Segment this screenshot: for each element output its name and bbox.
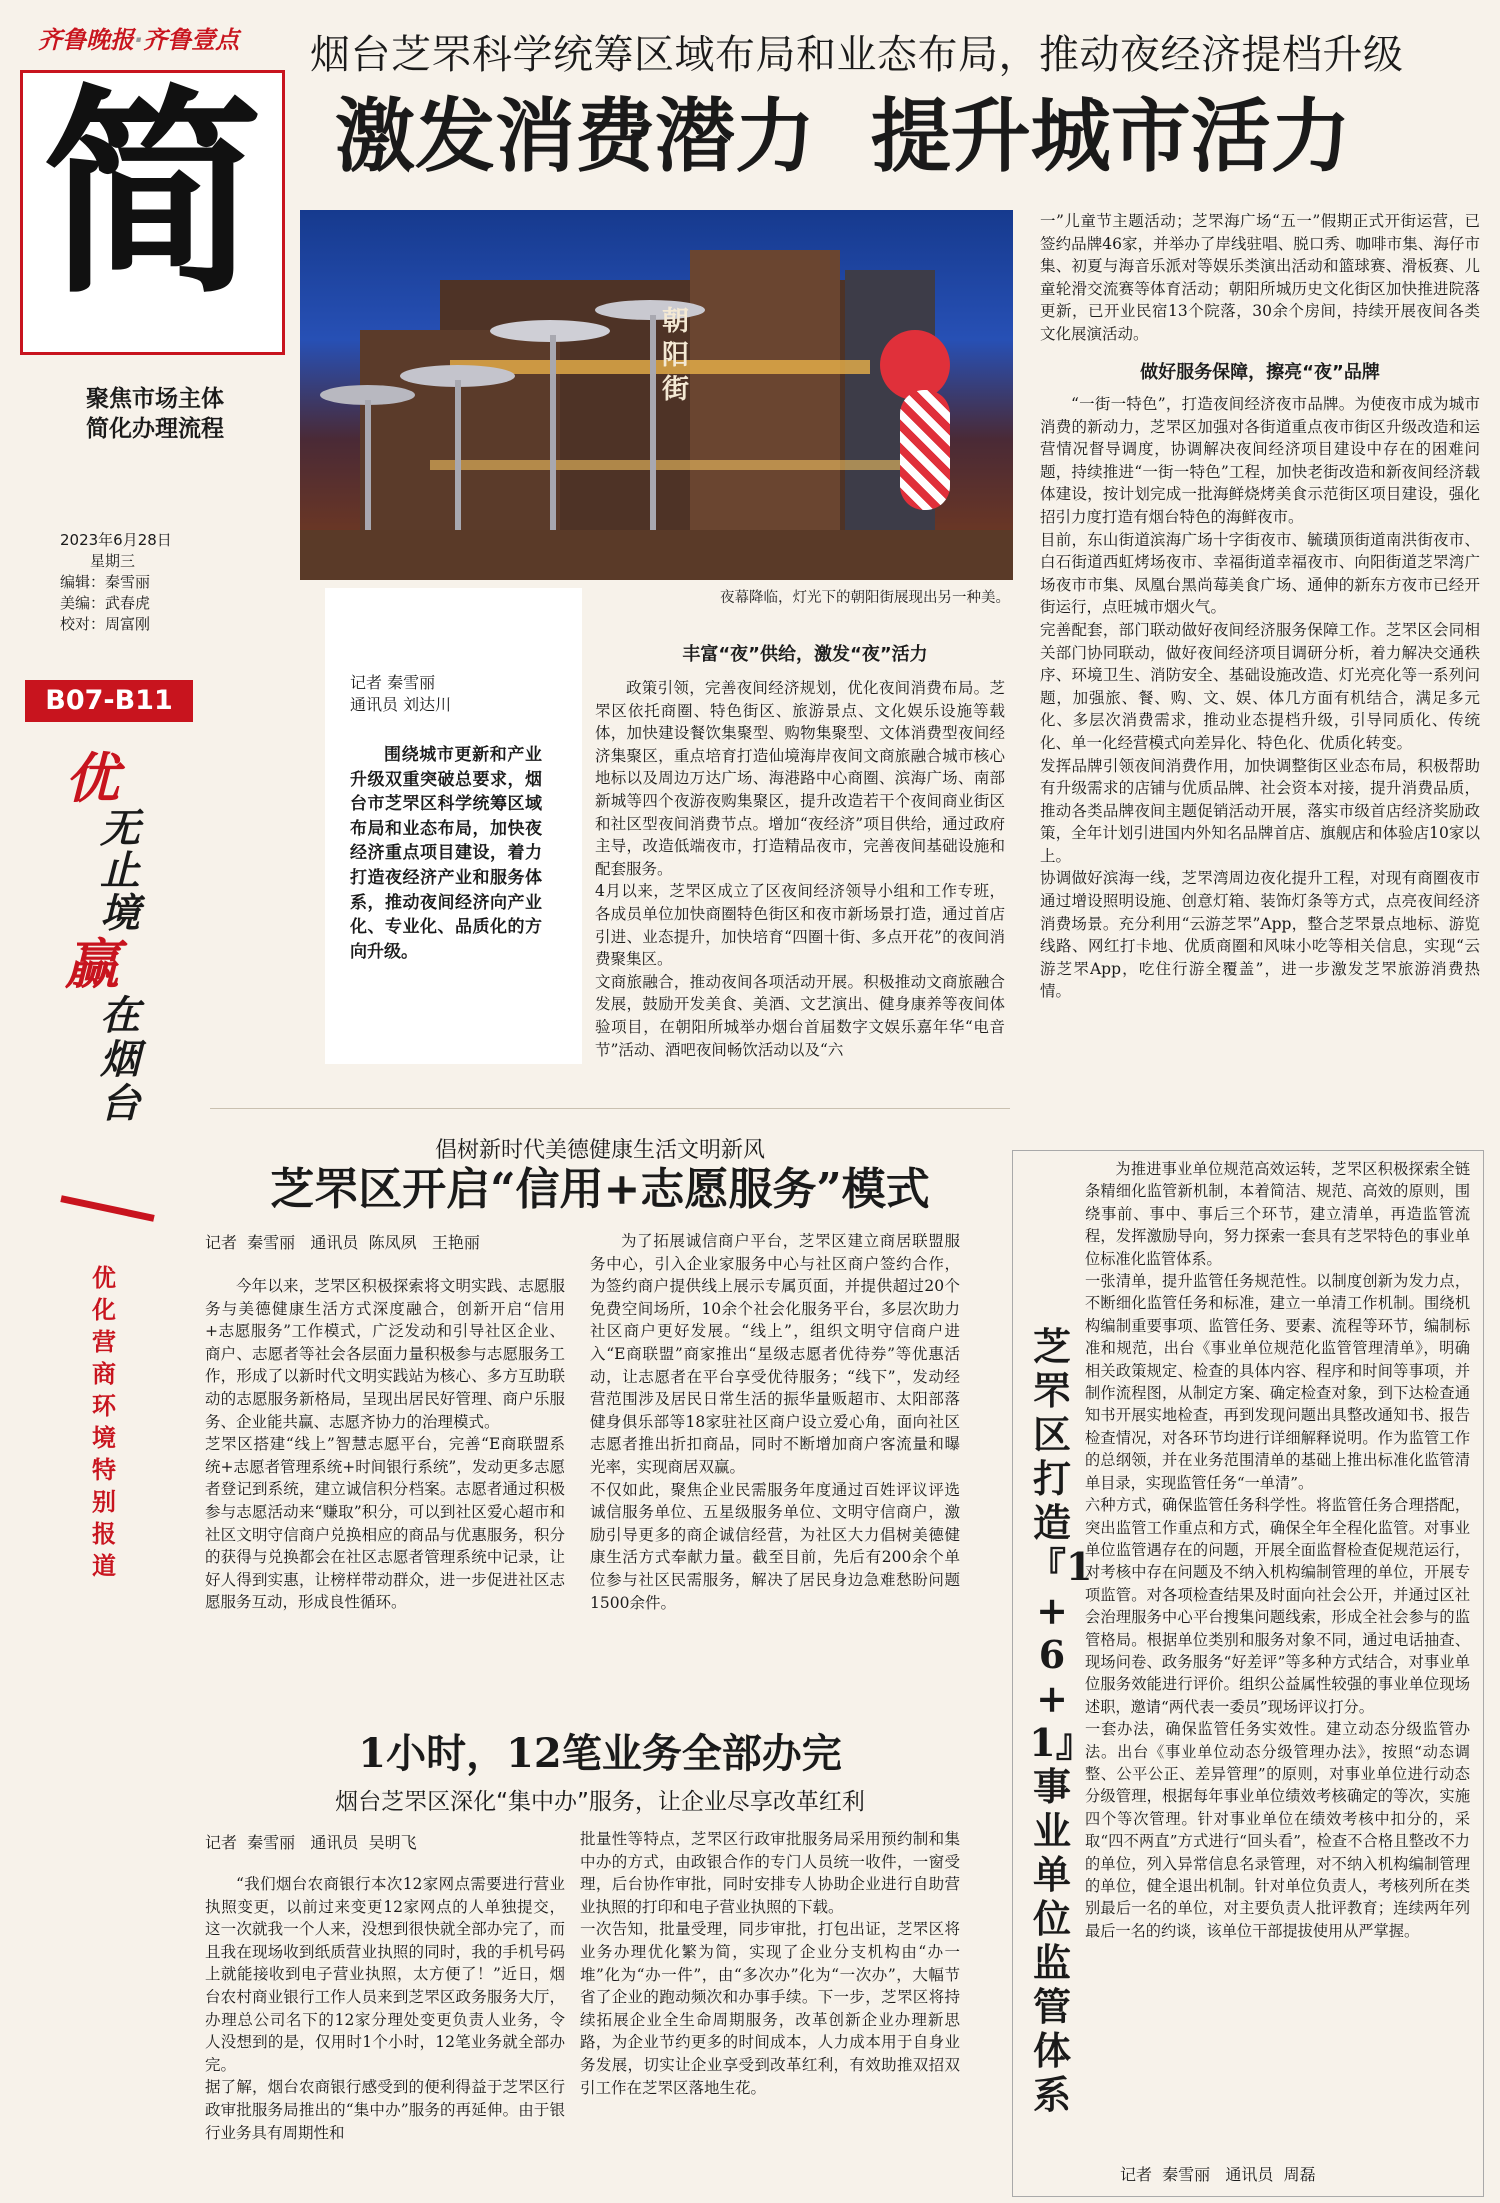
article1-kicker: 烟台芝罘科学统筹区域布局和业态布局，推动夜经济提档升级 — [310, 32, 1404, 78]
slogan-line-1: 聚焦市场主体 — [86, 385, 224, 412]
slogan-char-1: 优 — [65, 747, 119, 810]
article1-byline-reporter: 记者 秦雪丽 — [350, 673, 436, 692]
article1-lead: 围绕城市更新和产业升级双重突破总要求，烟台市芝罘区科学统筹区域布局和业态布局，加快夜经济重点项目建设，着力打造夜经济产业和服务体系，推动夜间经济向产业化、专业化、品质化的方向升级。 — [350, 745, 542, 962]
article3-kicker: 烟台芝罘区深化“集中办”服务，让企业尽享改革红利 — [335, 1789, 865, 1815]
paper-name: 齐鲁晚报 — [38, 26, 134, 54]
article1-col1-body: 政策引领，完善夜间经济规划，优化夜间消费布局。芝罘区依托商圈、特色街区、旅游景点、文化娱乐设施等载体，加快建设餐饮集聚型、购物集聚型、文体消费型夜间经济集聚区，重点培育打造仙境海岸夜间文商旅融合城市核心地标以及周边万达广场、海港路中心商圈、滨海广场、南部新城等四个夜游夜购集聚区，提升改造若干个夜间商业街区和社区型夜间消费节点。增加“夜经济”项目供给，通过政府主导，改造低端夜市，打造精品夜市，完善夜间基础设施和配套服务。 4月以来，芝罘区成立了区夜间经济领导小组和工作专班，各成员单位加快商圈特色街区和夜市新场景打造，通过首店引进、业态提升，加快培育“四圈十街、多点开花”的夜间消费聚集区。 文商旅融合，推动夜间各项活动开展。积极推动文商旅融合发展，鼓励开发美食、美酒、文艺演出、健身康养等夜间体验项目，在朝阳所城举办烟台首届数字文娱乐嘉年华“电音节”活动、酒吧夜间畅饮活动以及“六 — [595, 679, 1005, 1059]
issue-info — [60, 530, 172, 635]
section-divider — [210, 1108, 1010, 1109]
article1-byline — [350, 672, 570, 716]
editor-3: 校对：周富刚 — [60, 615, 151, 633]
article3-byline: 记者 秦雪丽 通讯员 吴明飞 — [205, 1833, 417, 1852]
slogan-char-7: 烟 — [100, 1037, 140, 1083]
article1-subhead-2: 做好服务保障，擦亮“夜”品牌 — [1140, 362, 1380, 383]
section-slogan — [55, 384, 255, 444]
app-name: 齐鲁壹点 — [143, 26, 240, 54]
editor-2: 美编：武春虎 — [60, 594, 151, 612]
slogan-char-2: 无 — [100, 806, 140, 852]
article2-col1-body: 今年以来，芝罘区积极探索将文明实践、志愿服务与美德健康生活方式深度融合，创新开启“信用+志愿服务”工作模式，广泛发动和引导社区企业、商户、志愿者等社会各层面力量积极参与志愿服务工作，形成了以新时代文明实践站为核心、多方互助联动的志愿服务新格局，呈现出居民好管理、商户乐服务、企业能共赢、志愿齐协力的治理模式。 芝罘区搭建“线上”智慧志愿平台，完善“E商联盟系统+志愿者管理系统+时间银行系统”，发动更多志愿者登记到系统，建立诚信积分档案。志愿者通过积极参与志愿活动来“赚取”积分，可以到社区爱心超市和社区文明守信商户兑换相应的商品与优惠服务，积分的获得与兑换都会在社区志愿者管理系统中记录，让好人得到实惠，让榜样带动群众，进一步促进社区志愿服务互动，形成良性循环。 — [205, 1277, 565, 1612]
article2-headline: 芝罘区开启“信用+志愿服务”模式 — [270, 1164, 930, 1215]
article3-col2-body: 批量性等特点，芝罘区行政审批服务局采用预约制和集中办的方式，由政银合作的专门人员统一收件，一窗受理，后台协作审批，同时安排专人协助企业进行自助营业执照的打印和电子营业执照的下载。 一次告知，批量受理，同步审批，打包出证，芝罘区将业务办理优化繁为简，实现了企业分支机构由“办一堆”化为“办一件”，由“多次办”化为“一次办”，大幅节省了企业的跑动频次和办事手续。下一步，芝罘区将持续拓展企业全生命周期服务，改革创新企业办理新思路，为企业节约更多的时间成本，人力成本用于自身业务发展，切实让企业享受到改革红利，有效助推双招双引工作在芝罘区落地生花。 — [580, 1830, 960, 2097]
slogan-char-4: 境 — [100, 891, 140, 937]
article1-subhead-1: 丰富“夜”供给，激发“夜”活力 — [682, 644, 928, 665]
slogan-line-2: 简化办理流程 — [86, 415, 224, 442]
slogan-char-3: 止 — [100, 848, 140, 894]
issue-weekday: 星期三 — [90, 552, 136, 570]
article1-headline: 激发消费潜力 提升城市活力 — [335, 89, 1351, 183]
special-report-divider — [60, 1195, 154, 1222]
article2-byline: 记者 秦雪丽 通讯员 陈凤夙 王艳丽 — [205, 1233, 480, 1252]
article1-col2-body: 一”儿童节主题活动；芝罘海广场“五一”假期正式开街运营，已签约品牌46家，并举办了岸线驻唱、脱口秀、咖啡市集、海仔市集、初夏与海音乐派对等娱乐类演出活动和篮球赛、滑板赛、儿童轮滑交流赛等体育活动；朝阳所城历史文化街区加快推进院落更新，已开业民宿13个院落，30余个房间，持续开展夜间各类文化展演活动。 — [1040, 212, 1480, 343]
slogan-char-8: 台 — [100, 1081, 140, 1127]
article1-col2b-body: “一街一特色”，打造夜间经济夜市品牌。为使夜市成为城市消费的新动力，芝罘区加强对各街道重点夜市街区升级改造和运营情况督导调度，协调解决夜间经济项目建设中存在的困难问题，持续推进“一街一特色”工程，加快老街改造和新夜间经济载体建设，按计划完成一批海鲜烧烤美食示范街区项目建设，强化招引力度打造有烟台特色的海鲜夜市。 目前，东山街道滨海广场十字街夜市、毓璜顶街道南洪街夜市、白石街道西虹烤场夜市、幸福街道幸福夜市、向阳街道芝罘湾广场夜市市集、凤凰台黑尚莓美食广场、通伸的新东方夜市已经开街运行，点旺城市烟火气。 完善配套，部门联动做好夜间经济服务保障工作。芝罘区会同相关部门协同联动，做好夜间经济项目调研分析，着力解决交通秩序、环境卫生、消防安全、基础设施改造、灯光亮化等一系列问题，加强旅、餐、购、文、娱、体几方面有机结合，满足多元化、多层次消费需求，推动业态提档升级，引导同质化、传统化、单一化经营模式向差异化、特色化、优质化转变。 发挥品牌引领夜间消费作用，加快调整街区业态布局，积极帮助有升级需求的店铺与优质品牌、社会资本对接，提升消费品质，推动各类品牌夜间主题促销活动开展，落实市级首店经济奖励政策，全年计划引进国内外知名品牌首店、旗舰店和体验店10家以上。 协调做好滨海一线，芝罘湾周边夜化提升工程，对现有商圈夜市通过增设照明设施、创意灯箱、装饰灯条等方式，点亮夜间经济消费场景。充分利用“云游芝罘”App，整合芝罘景点地标、游览线路、网红打卡地、优质商圈和风味小吃等相关信息，实现“云游芝罘App，吃住行游全覆盖”，进一步激发芝罘旅游消费热情。 — [1040, 395, 1480, 1001]
article4-body: 为推进事业单位规范高效运转，芝罘区积极探索全链条精细化监管新机制，本着简洁、规范、高效的原则，围绕事前、事中、事后三个环节，建立清单，再造监管流程，发挥激励导向，努力探索一套具有芝罘特色的事业单位标准化监管体系。 一张清单，提升监管任务规范性。以制度创新为发力点，不断细化监管任务和标准，建立一单清工作机制。围绕机构编制重要事项、监管任务、要素、流程等环节，编制标准和规范，出台《事业单位规范化监管管理清单》，明确相关政策规定、检查的具体内容、程序和时间等事项，并制作流程图，从制定方案、确定检查对象，到下达检查通知书开展实地检查，再到发现问题出具整改通知书、报告检查情况，对各环节均进行详细解释说明。作为监管工作的总纲领，并在业务范围清单的基础上推出标准化监管清单目录，实现监管任务“一单清”。 六种方式，确保监管任务科学性。将监管任务合理搭配，突出监管工作重点和方式，确保全年全程化监管。对事业单位监管遇存在的问题，开展全面监督检查促规范运行，对考核中存在问题及不纳入机构编制管理的单位，开展专项监管。对各项检查结果及时面向社会公开，并通过区社会治理服务中心平台搜集问题线索，形成全社会参与的监管格局。根据单位类别和服务对象不同，通过电话抽查、现场问卷、政务服务“好差评”等多种方式结合，对事业单位服务效能进行评价。组织公益属性较强的事业单位现场述职，邀请“两代表一委员”现场评议打分。 一套办法，确保监管任务实效性。建立动态分级监管办法。出台《事业单位动态分级管理办法》，按照“动态调整、公平公正、差异管理”的原则，对事业单位进行动态分级管理，根据每年事业单位绩效考核确定的等次，实施四个等次管理。针对事业单位在绩效考核中扣分的，采取“四不两直”方式进行“回头看”，检查不合格且整改不力的单位，列入异常信息名录管理，对不纳入机构编制管理的单位，健全退出机制。针对单位负责人，考核列所在类别最后一名的单位，对主要负责人批评教育；连续两年列最后一名的约谈，该单位干部提拔使用从严掌握。 — [1085, 1160, 1470, 1940]
article3-col1-body: “我们烟台农商银行本次12家网点需要进行营业执照变更，以前过来变更12家网点的人单独提交，这一次就我一个人来，没想到很快就全部办完了，而且我在现场收到纸质营业执照的同时，我的手机号码上就能接收到电子营业执照，太方便了！”近日，烟台农村商业银行工作人员来到芝罘区政务服务大厅，办理总公司名下的12家分理处变更负责人业务，令人没想到的是，仅用时1个小时，12笔业务就全部办完。 据了解，烟台农商银行感受到的便利得益于芝罘区行政审批服务局推出的“集中办”服务的再延伸。由于银行业务具有周期性和 — [205, 1875, 565, 2142]
article2-kicker: 倡树新时代美德健康生活文明新风 — [434, 1138, 765, 1163]
page-range-badge: B07-B11 — [25, 680, 193, 722]
issue-date: 2023年6月28日 — [60, 531, 172, 549]
editor-1: 编辑：秦雪丽 — [60, 573, 151, 591]
masthead-logo: 齐鲁晚报·齐鲁壹点 — [38, 26, 240, 54]
article1-photo-caption: 夜幕降临，灯光下的朝阳街展现出另一种美。 — [720, 590, 1010, 606]
vertical-slogan — [65, 747, 165, 1127]
special-report-label: 优化营商环境特别报道 — [92, 1264, 116, 1580]
slogan-char-5: 赢 — [65, 933, 119, 996]
slogan-char-6: 在 — [100, 993, 140, 1039]
article4-headline: 芝罘区打造『1+6+1』事业单位监管体系 — [1028, 1324, 1093, 2117]
article1-byline-correspondent: 通讯员 刘达川 — [350, 695, 452, 714]
section-char: 简 — [42, 67, 263, 323]
article4-byline: 记者 秦雪丽 通讯员 周磊 — [1120, 2165, 1316, 2184]
photo-sign: 朝阳街 — [662, 306, 689, 405]
article2-col2-body: 为了拓展诚信商户平台，芝罘区建立商居联盟服务中心，引入企业家服务中心与社区商户签约合作，为签约商户提供线上展示专属页面，并提供超过20个免费空间场所，10余个社会化服务平台，多层次助力社区商户更好发展。“线上”，组织文明守信商户进入“E商联盟”商家推出“星级志愿者优待券”等优惠活动，让志愿者在平台享受优待服务；“线下”，发动经营范围涉及居民日常生活的振华量贩超市、太阳部落健身俱乐部等18家驻社区商户设立爱心角，面向社区志愿者推出折扣商品，同时不断增加商户客流量和曝光率，实现商居双赢。 不仅如此，聚焦企业民需服务年度通过百姓评议评选诚信服务单位、五星级服务单位、文明守信商户，激励引导更多的商企诚信经营，为社区大力倡树美德健康生活方式奉献力量。截至目前，先后有200余个单位参与社区民需服务，解决了居民身边急难愁盼问题1500余件。 — [590, 1232, 960, 1612]
article1-photo — [300, 210, 1013, 580]
article3-headline: 1小时，12笔业务全部办完 — [358, 1730, 842, 1777]
